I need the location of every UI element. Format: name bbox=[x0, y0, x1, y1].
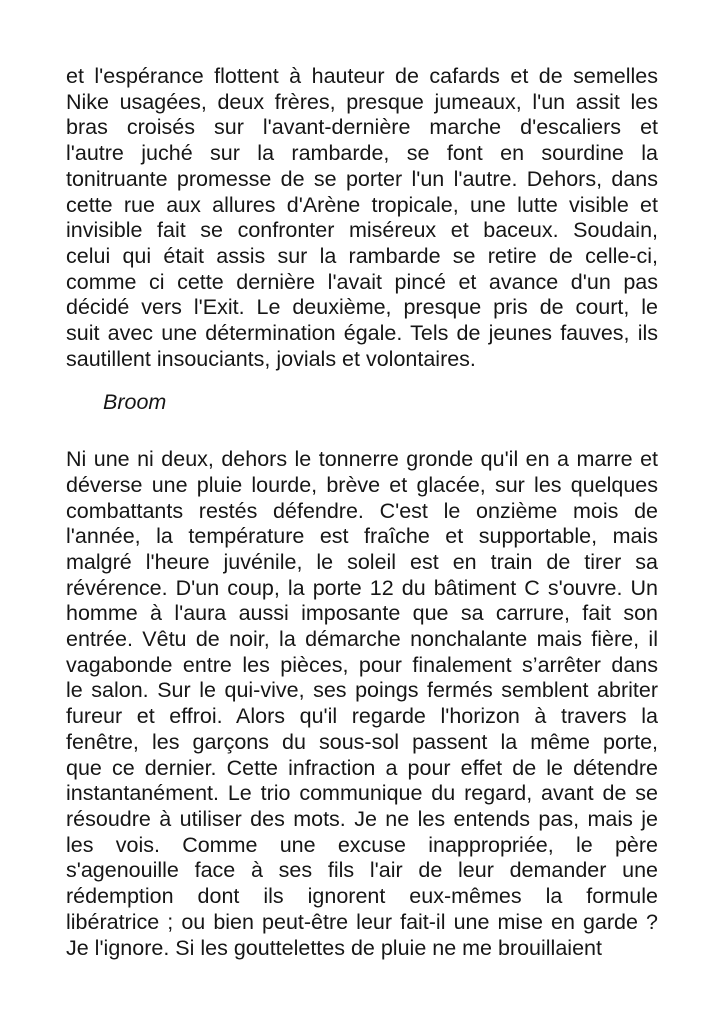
text-line: Nike usagées, deux frères, presque jumeaux, l'un assit les bbox=[66, 89, 658, 114]
text-line: et l'espérance flottent à hauteur de cafards et de semelles bbox=[66, 64, 658, 88]
text-line: résoudre à utiliser des mots. Je ne les entends pas, mais je bbox=[66, 806, 658, 831]
text-line: l'autre juché sur la rambarde, se font en sourdine la bbox=[66, 141, 658, 166]
text-line: Je l'ignore. Si les gouttelettes de pluie ne me brouillaient bbox=[66, 935, 602, 960]
text-line: s'agenouille face à ses fils l'air de leur demander une bbox=[66, 858, 658, 883]
paragraph-1 bbox=[66, 64, 658, 372]
text-line: l'année, la température est fraîche et supportable, mais bbox=[66, 524, 658, 549]
text-line: homme à l'aura aussi imposante que sa carrure, fait son bbox=[66, 601, 658, 626]
text-line: révérence. D'un coup, la porte 12 du bâtiment C s'ouvre. Un bbox=[66, 575, 658, 600]
text-line: celui qui était assis sur la rambarde se retire de celle-ci, bbox=[66, 243, 658, 268]
text-line: comme ci cette dernière l'avait pincé et avance d'un pas bbox=[66, 269, 658, 294]
text-line: fenêtre, les garçons du sous-sol passent la même porte, bbox=[66, 729, 658, 754]
text-line: invisible fait se confronter miséreux et baceux. Soudain, bbox=[66, 218, 658, 243]
text-line: instantanément. Le trio communique du regard, avant de se bbox=[66, 781, 658, 806]
text-line: suit avec une détermination égale. Tels de jeunes fauves, ils bbox=[66, 321, 658, 346]
section-heading-broom: Broom bbox=[103, 390, 167, 415]
text-line: vagabonde entre les pièces, pour finalement s’arrêter dans bbox=[66, 652, 658, 677]
text-line: bras croisés sur l'avant-dernière marche d'escaliers et bbox=[66, 115, 658, 140]
text-line: déverse une pluie lourde, brève et glacée, sur les quelques bbox=[66, 472, 658, 497]
text-line: décidé vers l'Exit. Le deuxième, presque pris de court, le bbox=[66, 295, 658, 320]
text-line: le salon. Sur le qui-vive, ses poings fermés semblent abriter bbox=[66, 678, 658, 703]
text-line: sautillent insouciants, jovials et volontaires. bbox=[66, 346, 476, 371]
text-line: combattants restés défendre. C'est le onzième mois de bbox=[66, 498, 658, 523]
text-line: que ce dernier. Cette infraction a pour effet de le détendre bbox=[66, 755, 658, 780]
text-line: tonitruante promesse de se porter l'un l'autre. Dehors, dans bbox=[66, 166, 658, 191]
text-line: Ni une ni deux, dehors le tonnerre gronde qu'il en a marre et bbox=[66, 447, 658, 472]
text-line: entrée. Vêtu de noir, la démarche nonchalante mais fière, il bbox=[66, 627, 658, 652]
paragraph-2 bbox=[66, 447, 658, 961]
text-line: rédemption dont ils ignorent eux-mêmes la formule bbox=[66, 884, 658, 909]
text-line: cette rue aux allures d'Arène tropicale, une lutte visible et bbox=[66, 192, 658, 217]
text-line: libératrice ; ou bien peut-être leur fait-il une mise en garde ? bbox=[66, 909, 658, 934]
page-text-block bbox=[66, 64, 658, 961]
text-line: les vois. Comme une excuse inappropriée, le père bbox=[66, 832, 658, 857]
text-line: fureur et effroi. Alors qu'il regarde l'horizon à travers la bbox=[66, 704, 658, 729]
text-line: malgré l'heure juvénile, le soleil est en train de tirer sa bbox=[66, 549, 658, 574]
